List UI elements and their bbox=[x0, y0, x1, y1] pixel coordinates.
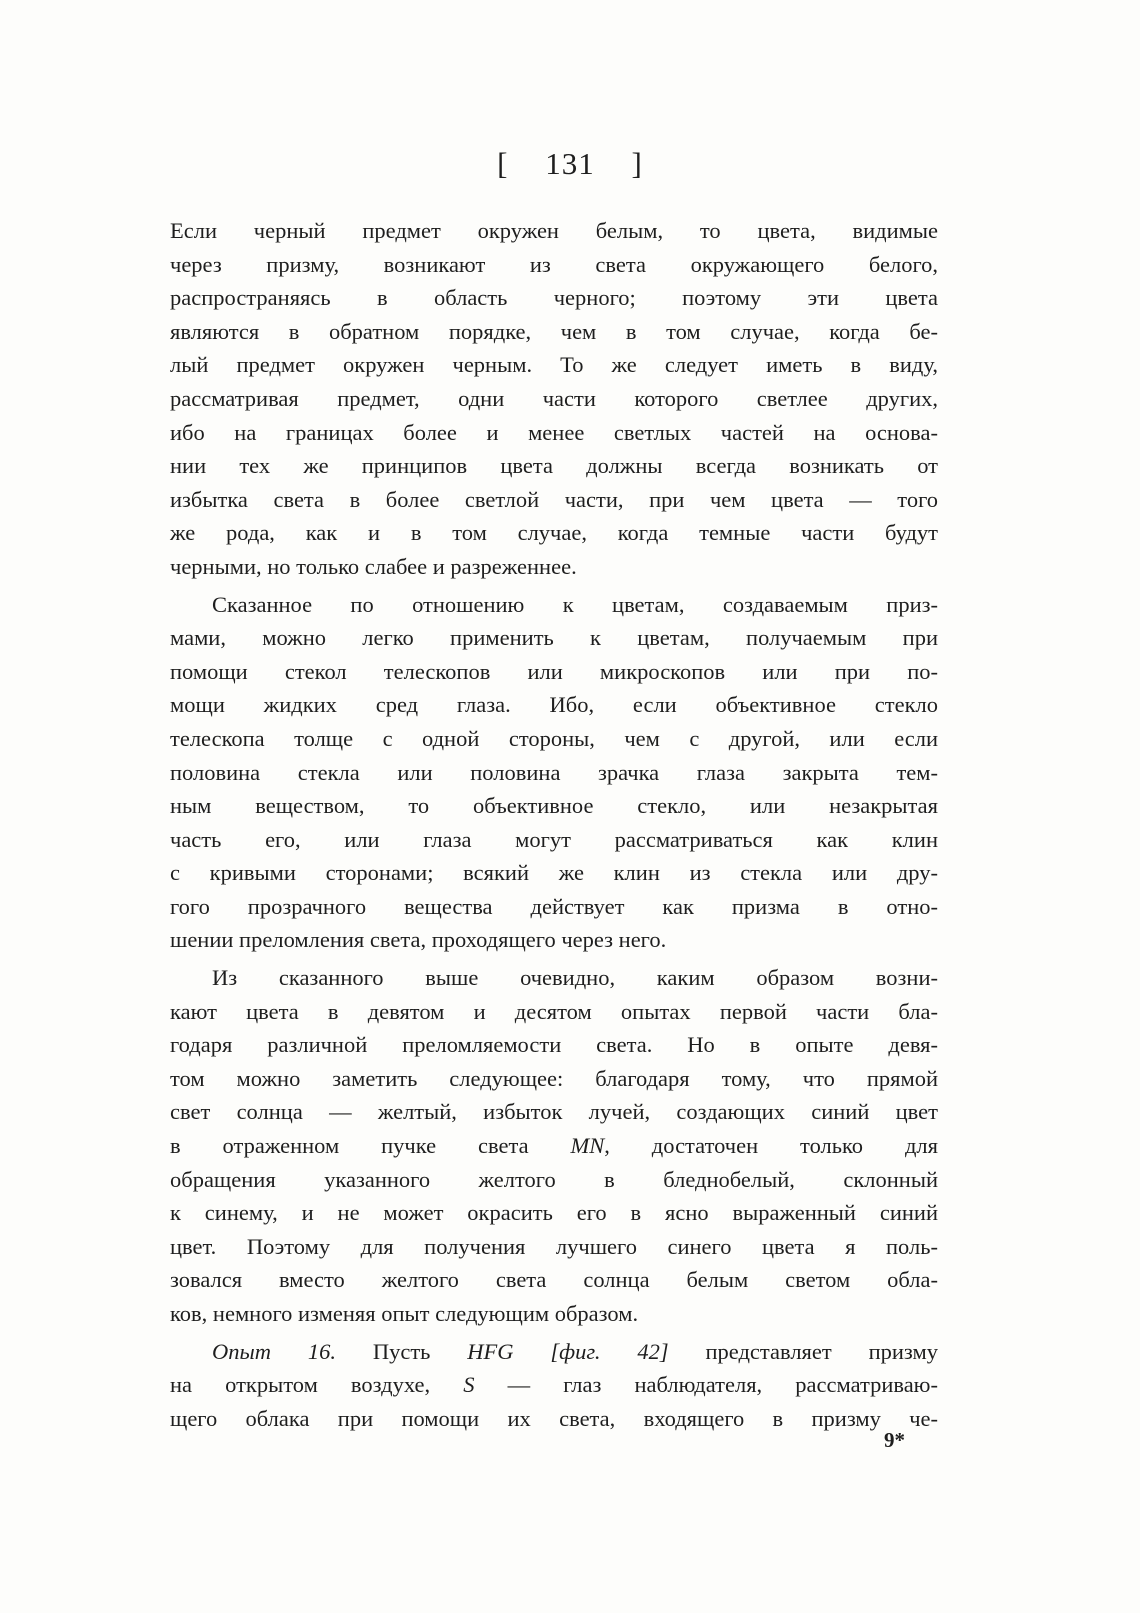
text-line: с кривыми сторонами; всякий же клин из стекла или дру- bbox=[170, 860, 938, 886]
paragraph-3 bbox=[170, 961, 938, 1331]
text-line: телескопа толще с одной стороны, чем с другой, или если bbox=[170, 725, 938, 751]
text-line: годаря различной преломляемости света. Но в опыте девя- bbox=[170, 1032, 938, 1058]
paragraph-1 bbox=[170, 214, 938, 584]
text-line: ибо на границах более и менее светлых частей на основа- bbox=[170, 419, 938, 445]
text-line: половина стекла или половина зрачка глаза закрыта тем- bbox=[170, 759, 938, 785]
paragraph-4 bbox=[170, 1335, 938, 1436]
text-line: являются в обратном порядке, чем в том случае, когда бе- bbox=[170, 318, 938, 344]
text-line-mixed bbox=[170, 1335, 938, 1369]
text-line-mixed bbox=[170, 1368, 938, 1402]
text-line: мами, можно легко применить к цветам, получаемым при bbox=[170, 625, 938, 651]
text-line: Сказанное по отношению к цветам, создаваемым приз- bbox=[212, 591, 938, 617]
text-line: нии тех же принципов цвета должны всегда возникать от bbox=[170, 453, 938, 479]
text-line: зовался вместо желтого света солнца белым светом обла- bbox=[170, 1267, 938, 1293]
text-line: кают цвета в девятом и десятом опытах первой части бла- bbox=[170, 998, 938, 1024]
text-line: щего облака при помощи их света, входящего в призму че- bbox=[170, 1405, 938, 1431]
text-line: к синему, и не может окрасить его в ясно выраженный синий bbox=[170, 1200, 938, 1226]
text-line: цвет. Поэтому для получения лучшего синего цвета я поль- bbox=[170, 1233, 938, 1259]
paragraph-2 bbox=[170, 588, 938, 958]
text-line: через призму, возникают из света окружающего белого, bbox=[170, 251, 938, 277]
text-run: на открытом воздухе, bbox=[170, 1372, 464, 1398]
text-line: же рода, как и в том случае, когда темные части будут bbox=[170, 520, 938, 546]
page-number: [ 131 ] bbox=[497, 146, 643, 181]
text-run: представляет призму bbox=[668, 1338, 938, 1364]
italic-symbol: MN bbox=[570, 1133, 605, 1159]
text-run: Пусть bbox=[335, 1338, 468, 1364]
text-line: гого прозрачного вещества действует как призма в отно- bbox=[170, 893, 938, 919]
text-line: Из сказанного выше очевидно, каким образом возни- bbox=[212, 965, 938, 991]
text-line: свет солнца — желтый, избыток лучей, создающих синий цвет bbox=[170, 1099, 938, 1125]
text-line: помощи стекол телескопов или микроскопов или при по- bbox=[170, 658, 938, 684]
text-line: шении преломления света, проходящего через него. bbox=[170, 927, 667, 953]
body-text bbox=[170, 214, 938, 1439]
text-line: ков, немного изменяя опыт следующим образом. bbox=[170, 1301, 639, 1326]
text-line: избытка света в более светлой части, при чем цвета — того bbox=[170, 486, 938, 512]
text-line: часть его, или глаза могут рассматриваться как клин bbox=[170, 826, 938, 852]
text-line: обращения указанного желтого в бледнобелый, склонный bbox=[170, 1166, 938, 1192]
experiment-label: Опыт 16. bbox=[212, 1338, 336, 1364]
text-line: мощи жидких сред глаза. Ибо, если объективное стекло bbox=[170, 692, 938, 718]
text-line: распространяясь в область черного; поэтому эти цвета bbox=[170, 285, 938, 311]
text-line: лый предмет окружен черным. То же следует иметь в виду, bbox=[170, 352, 938, 378]
text-line: ным веществом, то объективное стекло, или незакрытая bbox=[170, 793, 938, 819]
text-line: Если черный предмет окружен белым, то цвета, видимые bbox=[170, 218, 938, 243]
text-line: том можно заметить следующее: благодаря тому, что прямой bbox=[170, 1065, 938, 1091]
text-run: — глаз наблюдателя, рассматриваю- bbox=[474, 1372, 938, 1398]
italic-symbol: S bbox=[463, 1372, 475, 1398]
text-line: черными, но только слабее и разреженнее. bbox=[170, 553, 577, 579]
text-run: , достаточен только для bbox=[604, 1133, 938, 1159]
text-run: в отраженном пучке света bbox=[170, 1133, 571, 1159]
text-line-mixed bbox=[170, 1129, 938, 1163]
text-line: рассматривая предмет, одни части которого светлее других, bbox=[170, 385, 938, 411]
italic-symbol: HFG [фиг. 42] bbox=[467, 1338, 669, 1364]
printer-signature: 9* bbox=[884, 1428, 905, 1452]
